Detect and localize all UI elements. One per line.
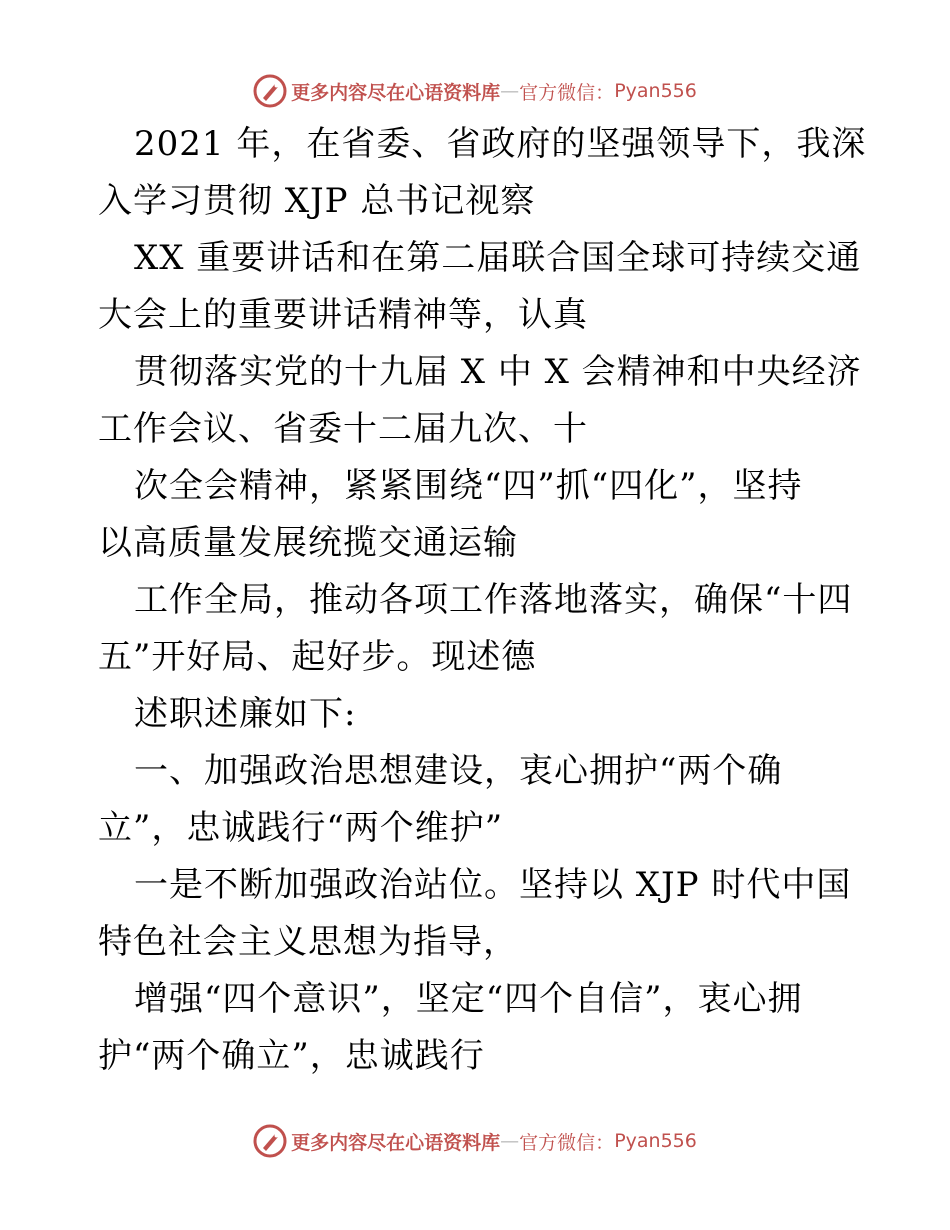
- watermark-wechat-id: Pyan556: [614, 1130, 697, 1152]
- text-line: XX 重要讲话和在第二届联合国全球可持续交通: [134, 238, 862, 278]
- watermark-label: 官方微信：: [519, 1131, 615, 1154]
- watermark-header: [0, 71, 950, 111]
- text-line: 入学习贯彻 XJP 总书记视察: [98, 181, 536, 221]
- text-line: 贯彻落实党的十九届 X 中 X 会精神和中央经济: [134, 352, 862, 392]
- watermark-label: 官方微信：: [519, 81, 615, 104]
- text-line: 2021 年，在省委、省政府的坚强领导下，我深: [134, 124, 867, 164]
- text-line: 增强“四个意识”，坚定“四个自信”，衷心拥: [134, 979, 803, 1019]
- text-line: 以高质量发展统揽交通运输: [98, 523, 518, 563]
- text-line: 五”开好局、起好步。现述德: [98, 637, 537, 677]
- watermark-footer: [0, 1121, 950, 1161]
- watermark-separator: —: [500, 80, 520, 102]
- text-line: 次全会精神，紧紧围绕“四”抓“四化”，坚持: [134, 466, 803, 506]
- section-heading: 一、加强政治思想建设，衷心拥护“两个确: [134, 751, 783, 791]
- text-line: 工作会议、省委十二届九次、十: [98, 409, 588, 449]
- watermark-brand: 更多内容尽在心语资料库: [291, 1131, 501, 1154]
- text-line: 护“两个确立”，忠诚践行: [98, 1036, 485, 1076]
- section-heading-cont: 立”，忠诚践行“两个维护”: [98, 808, 504, 848]
- text-line: 述职述廉如下:: [134, 694, 357, 734]
- document-body: [98, 116, 867, 1085]
- text-line: 特色社会主义思想为指导，: [98, 922, 518, 962]
- pen-nib-logo-icon: [253, 1124, 287, 1158]
- watermark-wechat-id: Pyan556: [614, 80, 697, 102]
- text-line: 大会上的重要讲话精神等，认真: [98, 295, 588, 335]
- watermark-separator: —: [500, 1130, 520, 1152]
- text-line: 一是不断加强政治站位。坚持以 XJP 时代中国: [134, 865, 852, 905]
- pen-nib-logo-icon: [253, 74, 287, 108]
- text-line: 工作全局，推动各项工作落地落实，确保“十四: [134, 580, 853, 620]
- watermark-brand: 更多内容尽在心语资料库: [291, 81, 501, 104]
